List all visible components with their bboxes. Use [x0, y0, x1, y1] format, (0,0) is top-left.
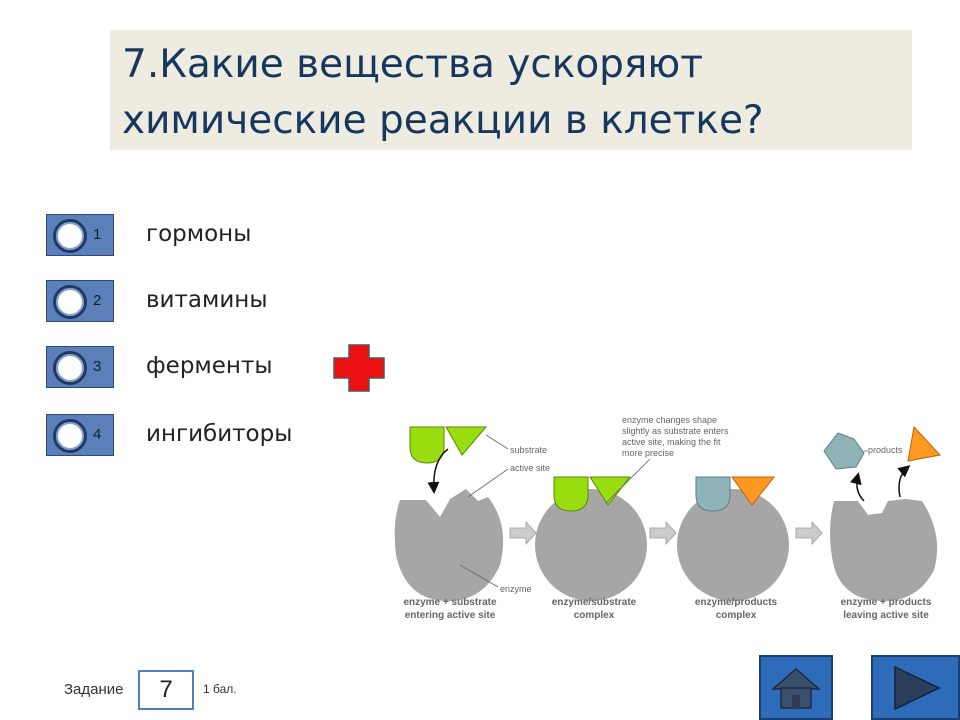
substrate-half-circle	[410, 427, 444, 463]
caption-1-line-2: entering active site	[404, 610, 496, 621]
answer-button-1[interactable]	[46, 214, 114, 256]
answer-option-4[interactable]	[46, 414, 346, 458]
label-shape-change-3: active site, making the fit	[622, 437, 721, 447]
answer-button-4[interactable]	[46, 414, 114, 456]
radio-icon[interactable]	[53, 219, 87, 253]
option-label[interactable]: гормоны	[146, 221, 252, 247]
enzyme-shape-2	[535, 489, 647, 601]
enzyme-diagram	[388, 405, 948, 635]
answer-button-3[interactable]	[46, 346, 114, 388]
question-title-line-1: 7.Какие вещества ускоряют	[122, 42, 703, 87]
label-shape-change-2: slightly as substrate enters	[622, 426, 729, 436]
substrate-pointer	[486, 435, 508, 449]
question-title-box	[110, 30, 912, 150]
option-number: 2	[93, 292, 102, 309]
answer-option-3[interactable]	[46, 346, 346, 390]
caption-1-line-1: enzyme + substrate	[403, 597, 497, 608]
option-number: 1	[93, 226, 102, 243]
option-label[interactable]: ферменты	[146, 353, 273, 379]
home-button[interactable]	[759, 655, 833, 720]
stage-arrow-2	[650, 522, 676, 544]
question-title-line-2: химические реакции в клетке?	[122, 98, 764, 143]
enzyme-shape-4	[830, 499, 937, 601]
caption-3-line-1: enzyme/products	[694, 597, 778, 608]
label-shape-change-1: enzyme changes shape	[622, 415, 718, 425]
released-product-b	[908, 427, 940, 461]
home-icon[interactable]	[761, 657, 831, 718]
active-site-pointer	[468, 469, 508, 497]
task-number-box	[138, 670, 194, 710]
label-products: products	[868, 445, 903, 455]
enzyme-shape-1	[395, 489, 503, 601]
caption-2-line-2: complex	[573, 610, 615, 621]
enzyme-shape-3	[677, 489, 789, 601]
task-number: 7	[159, 676, 173, 703]
option-number: 3	[93, 358, 102, 375]
caption-4-line-1: enzyme + products	[840, 597, 932, 608]
stage-arrow-1	[510, 522, 536, 544]
product-a-shape	[696, 477, 730, 511]
bound-substrate-half-circle	[554, 477, 588, 511]
label-shape-change-4: more precise	[622, 448, 675, 458]
next-button[interactable]	[871, 655, 960, 720]
substrate-triangle	[446, 427, 486, 455]
red-cross-icon	[333, 344, 385, 392]
points-label: 1 бал.	[203, 682, 237, 696]
caption-2-line-1: enzyme/substrate	[551, 597, 637, 608]
stage-arrow-3	[796, 522, 822, 544]
option-label[interactable]: витамины	[146, 287, 268, 313]
label-active-site: active site	[510, 463, 551, 473]
leave-arrow-b	[899, 467, 908, 497]
option-label[interactable]: ингибиторы	[146, 421, 293, 447]
answer-button-2[interactable]	[46, 280, 114, 322]
radio-icon[interactable]	[53, 351, 87, 385]
radio-icon[interactable]	[53, 419, 87, 453]
released-product-a	[824, 433, 864, 469]
leave-arrow-a	[857, 475, 864, 501]
option-number: 4	[93, 426, 102, 443]
caption-4-line-2: leaving active site	[843, 610, 929, 621]
task-label: Задание	[64, 681, 124, 698]
caption-3-line-2: complex	[715, 610, 757, 621]
label-substrate: substrate	[510, 445, 548, 455]
play-arrow-icon[interactable]	[873, 657, 958, 718]
label-enzyme: enzyme	[500, 584, 532, 594]
radio-icon[interactable]	[53, 285, 87, 319]
answer-option-1[interactable]	[46, 214, 346, 258]
answer-option-2[interactable]	[46, 280, 346, 324]
